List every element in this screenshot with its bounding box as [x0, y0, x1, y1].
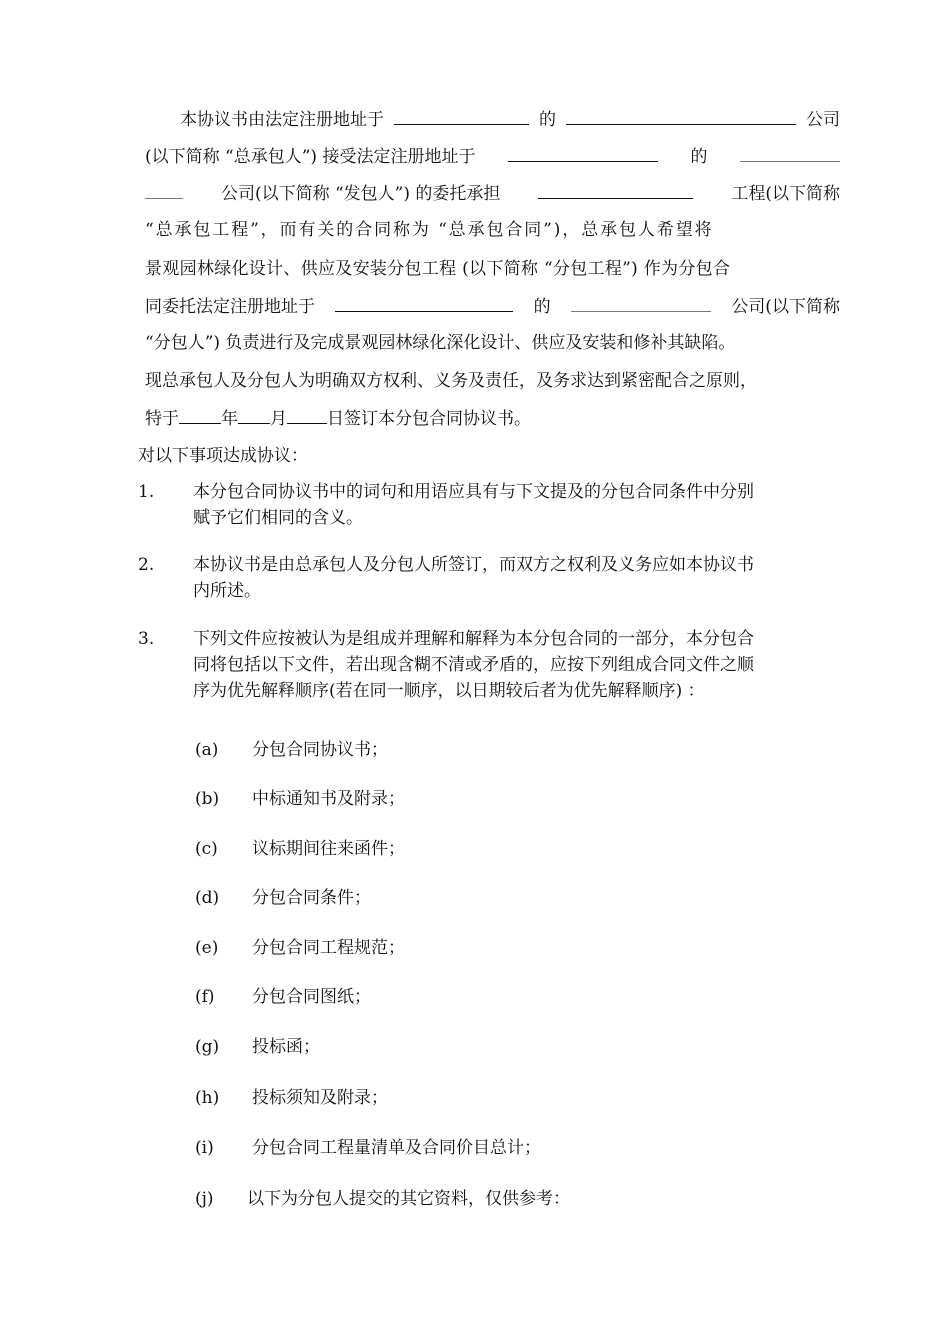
- intro-text: 特于: [145, 409, 179, 429]
- document-label: (i): [195, 1138, 214, 1158]
- document-item: 以下为分包人提交的其它资料，仅供参考：: [247, 1189, 570, 1209]
- company-blank: [145, 180, 183, 199]
- intro-line-7: “分包人”) 负责进行及完成景观园林绿化深化设计、供应及安装和修补其缺陷。: [145, 333, 736, 353]
- intro-line-5: 景观园林绿化设计、供应及安装分包工程 (以下简称 “分包工程”) 作为分包合: [145, 259, 731, 279]
- intro-text: 日签订本分包合同协议书。: [327, 409, 531, 429]
- document-item: 议标期间往来函件；: [252, 839, 405, 859]
- document-label: (b): [195, 789, 220, 809]
- month-blank: [238, 405, 270, 424]
- day-blank: [287, 405, 327, 424]
- document-item: 中标通知书及附录；: [252, 789, 405, 809]
- document-label: (g): [195, 1037, 220, 1057]
- clause-3: [193, 626, 853, 704]
- intro-text: 的: [690, 147, 708, 167]
- document-label: (f): [195, 987, 215, 1007]
- intro-text: 本协议书由法定注册地址于: [180, 110, 384, 130]
- clause-line: 本分包合同协议书中的词句和用语应具有与下文提及的分包合同条件中分别: [193, 482, 754, 502]
- clause-number: 3.: [138, 629, 155, 649]
- intro-text: 公司: [806, 110, 840, 130]
- clause-line: 内所述。: [193, 581, 261, 601]
- intro-line-4: “总承包工程”，而有关的合同称为 “总承包合同”)，总承包人希望将: [145, 220, 714, 240]
- address-blank: [335, 293, 513, 312]
- agreement-intro: 对以下事项达成协议：: [138, 446, 308, 466]
- intro-line-1: [180, 106, 840, 132]
- document-label: (d): [195, 888, 220, 908]
- intro-text: 工程(以下简称: [731, 184, 840, 204]
- intro-text: 的: [539, 110, 556, 130]
- intro-text: 同委托法定注册地址于: [145, 297, 315, 317]
- company-blank: [566, 106, 796, 125]
- intro-line-9: [145, 405, 840, 431]
- address-blank: [508, 143, 658, 162]
- document-item: 分包合同条件；: [252, 888, 371, 908]
- document-label: (h): [195, 1088, 220, 1108]
- document-item: 投标须知及附录；: [252, 1088, 388, 1108]
- clause-line: 赋予它们相同的含义。: [193, 508, 363, 528]
- year-blank: [179, 405, 221, 424]
- company-blank: [571, 293, 711, 312]
- document-item: 投标函；: [252, 1037, 320, 1057]
- intro-line-2: [145, 143, 840, 169]
- document-label: (j): [195, 1189, 214, 1209]
- clause-number: 2.: [138, 555, 155, 575]
- intro-text: (以下简称 “总承包人”) 接受法定注册地址于: [145, 147, 476, 167]
- intro-line-6: [145, 293, 840, 319]
- intro-text: 公司(以下简称 “发包人”) 的委托承担: [220, 184, 501, 204]
- document-item: 分包合同工程规范；: [252, 938, 405, 958]
- document-label: (c): [195, 839, 218, 859]
- intro-line-8: 现总承包人及分包人为明确双方权利、义务及责任，及务求达到紧密配合之原则，: [145, 371, 757, 391]
- clause-2: [193, 552, 853, 604]
- document-label: (a): [195, 740, 219, 760]
- document-item: 分包合同协议书；: [252, 740, 388, 760]
- clause-line: 下列文件应按被认为是组成并理解和解释为本分包合同的一部分，本分包合: [193, 629, 754, 649]
- project-blank: [538, 180, 693, 199]
- clause-line: 同将包括以下文件，若出现含糊不清或矛盾的，应按下列组成合同文件之顺: [193, 655, 754, 675]
- clause-line: 本协议书是由总承包人及分包人所签订，而双方之权利及义务应如本协议书: [193, 555, 754, 575]
- document-item: 分包合同工程量清单及合同价目总计；: [252, 1138, 541, 1158]
- intro-text: 月: [270, 409, 287, 429]
- intro-text: 公司(以下简称: [731, 297, 840, 317]
- document-label: (e): [195, 938, 219, 958]
- company-blank: [740, 143, 840, 162]
- clause-number: 1.: [138, 482, 155, 502]
- clause-1: [193, 479, 853, 531]
- intro-text: 的: [533, 297, 551, 317]
- clause-line: 序为优先解释顺序(若在同一顺序，以日期较后者为优先解释顺序) ：: [193, 681, 705, 701]
- address-blank: [394, 106, 529, 125]
- intro-text: 年: [221, 409, 238, 429]
- intro-line-3: [145, 180, 840, 206]
- document-item: 分包合同图纸；: [252, 987, 371, 1007]
